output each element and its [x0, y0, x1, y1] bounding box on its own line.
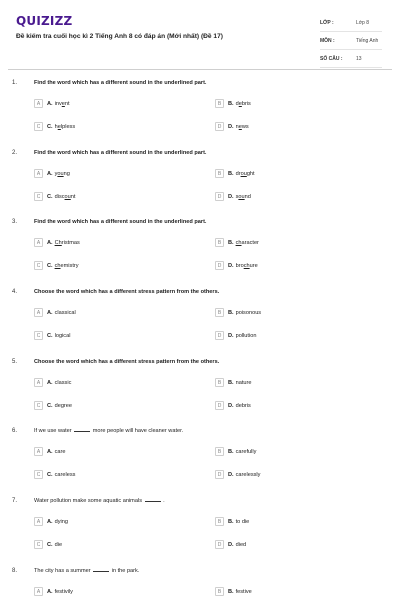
option-letter: C.: [47, 123, 53, 130]
option-text: [55, 171, 70, 177]
option-letter: B.: [228, 518, 234, 525]
option-checkbox[interactable]: C: [34, 331, 43, 340]
option-letter: B.: [228, 100, 234, 107]
option-checkbox[interactable]: D: [215, 261, 224, 270]
option-checkbox[interactable]: B: [215, 587, 224, 596]
option-letter: C.: [47, 541, 53, 548]
question-item: [0, 80, 400, 150]
underlined-part: ch: [235, 239, 242, 246]
answer-option[interactable]: [215, 191, 251, 202]
option-letter: A.: [47, 100, 53, 107]
answer-blank: [74, 431, 90, 432]
answer-option[interactable]: [215, 446, 256, 457]
option-text: [236, 263, 258, 269]
option-letter: C.: [47, 332, 53, 339]
option-letter: B.: [228, 588, 234, 595]
question-prompt: [34, 498, 384, 504]
underlined-part: ou: [238, 193, 245, 200]
question-item: [0, 150, 400, 220]
option-letter: A.: [47, 379, 53, 386]
option-text: [236, 472, 261, 478]
option-text: [236, 124, 249, 130]
prompt-text-after: in the park.: [111, 568, 140, 574]
option-text-part: carelessly: [235, 471, 261, 478]
option-checkbox[interactable]: C: [34, 261, 43, 270]
answer-option[interactable]: [215, 237, 259, 248]
option-text: [55, 194, 76, 200]
option-text-part: dying: [54, 518, 68, 525]
option-checkbox[interactable]: B: [215, 238, 224, 247]
answer-option[interactable]: [215, 539, 246, 550]
question-number: 3.: [12, 219, 18, 225]
option-text: [236, 449, 257, 455]
option-text-part: bris: [241, 100, 251, 107]
meta-label: SỐ CÂU :: [320, 55, 343, 62]
option-text: [55, 403, 72, 409]
question-prompt: [34, 428, 384, 434]
option-checkbox[interactable]: C: [34, 540, 43, 549]
option-text: [55, 101, 70, 107]
answer-option[interactable]: [34, 330, 70, 341]
option-text-part: festivily: [54, 588, 73, 595]
option-text: [55, 310, 76, 316]
answer-option[interactable]: [215, 98, 251, 109]
underlined-part: ou: [240, 170, 247, 177]
option-text-part: nt: [70, 193, 76, 200]
question-prompt: [34, 568, 384, 574]
option-text-part: lpless: [60, 123, 76, 130]
option-checkbox[interactable]: A: [34, 308, 43, 317]
answer-option[interactable]: [215, 260, 258, 271]
option-text-part: emistry: [60, 262, 79, 269]
option-letter: A.: [47, 309, 53, 316]
question-number: 6.: [12, 428, 18, 434]
answer-blank: [145, 501, 161, 502]
prompt-text-before: If we use water: [34, 428, 72, 434]
question-number: 2.: [12, 150, 18, 156]
question-number: 7.: [12, 498, 18, 504]
option-text-part: nt: [64, 100, 70, 107]
question-item: [0, 289, 400, 359]
quizizz-logo: QUIZIZZ: [16, 14, 73, 28]
option-checkbox[interactable]: B: [215, 99, 224, 108]
option-letter: D.: [228, 541, 234, 548]
option-checkbox[interactable]: B: [215, 169, 224, 178]
question-number: 5.: [12, 359, 18, 365]
question-prompt: Find the word which has a different sound in the underlined part.: [34, 150, 207, 156]
answer-option[interactable]: [34, 121, 75, 132]
option-text-part: poisonous: [235, 309, 262, 316]
question-item: [0, 498, 400, 568]
question-item: [0, 359, 400, 429]
option-text: [236, 171, 255, 177]
answer-option[interactable]: [34, 260, 79, 271]
answer-option[interactable]: [34, 237, 80, 248]
option-checkbox[interactable]: B: [215, 517, 224, 526]
option-text: [55, 449, 66, 455]
answer-option[interactable]: [215, 121, 249, 132]
option-text: [236, 380, 252, 386]
option-text-part: pollution: [235, 332, 257, 339]
option-checkbox[interactable]: A: [34, 517, 43, 526]
option-text-part: festive: [235, 588, 252, 595]
option-text: [55, 380, 72, 386]
question-number: 1.: [12, 80, 18, 86]
option-checkbox[interactable]: D: [215, 470, 224, 479]
underlined-part: e: [61, 100, 65, 107]
answer-option[interactable]: [34, 168, 70, 179]
option-text-part: die: [54, 541, 63, 548]
option-text-part: ure: [249, 262, 258, 269]
answer-option[interactable]: [34, 586, 73, 597]
option-text-part: ws: [241, 123, 249, 130]
document-title: Đề kiểm tra cuối học kì 2 Tiếng Anh 8 có đáp án (Mới nhất) (Đề 17): [16, 33, 223, 40]
option-checkbox[interactable]: C: [34, 192, 43, 201]
answer-option[interactable]: [215, 330, 256, 341]
header-divider: [8, 69, 392, 70]
option-text: [236, 589, 252, 595]
option-text: [236, 542, 247, 548]
option-text-part: disc: [54, 193, 65, 200]
meta-value: 13: [356, 55, 362, 62]
option-text-part: logical: [54, 332, 71, 339]
answer-option[interactable]: [215, 400, 251, 411]
answer-option[interactable]: [34, 377, 71, 388]
option-text: [236, 194, 251, 200]
answer-option[interactable]: [34, 469, 75, 480]
answer-option[interactable]: [34, 191, 75, 202]
option-text-part: n: [235, 123, 239, 130]
underlined-part: e: [238, 123, 242, 130]
option-text: [55, 263, 79, 269]
meta-row-grade: [320, 14, 382, 32]
meta-label: LỚP :: [320, 19, 334, 26]
option-letter: D.: [228, 332, 234, 339]
question-prompt: Choose the word which has a different stress pattern from the others.: [34, 359, 220, 365]
option-text-part: died: [235, 541, 247, 548]
answer-option[interactable]: [34, 400, 72, 411]
option-letter: B.: [228, 309, 234, 316]
option-text: [236, 519, 250, 525]
prompt-text-before: The city has a summer: [34, 568, 91, 574]
answer-option[interactable]: [215, 469, 260, 480]
option-checkbox[interactable]: A: [34, 447, 43, 456]
answer-option[interactable]: [215, 168, 255, 179]
meta-value: Lớp 8: [356, 19, 370, 26]
option-text-part: inv: [54, 100, 62, 107]
option-text: [55, 124, 76, 130]
answer-option[interactable]: [34, 446, 65, 457]
option-text-part: aracter: [241, 239, 259, 246]
option-letter: B.: [228, 239, 234, 246]
option-letter: B.: [228, 448, 234, 455]
underlined-part: ou: [57, 170, 64, 177]
option-letter: C.: [47, 193, 53, 200]
option-text-part: h: [54, 123, 58, 130]
option-letter: D.: [228, 123, 234, 130]
option-text-part: care: [54, 448, 66, 455]
answer-option[interactable]: [34, 307, 76, 318]
option-letter: A.: [47, 588, 53, 595]
question-item: [0, 568, 400, 600]
option-text-part: classic: [54, 379, 72, 386]
option-text: [55, 542, 62, 548]
option-checkbox[interactable]: D: [215, 122, 224, 131]
option-text-part: dr: [235, 170, 241, 177]
option-checkbox[interactable]: D: [215, 540, 224, 549]
answer-option[interactable]: [34, 516, 68, 527]
question-prompt: Find the word which has a different sound in the underlined part.: [34, 80, 207, 86]
option-text: [236, 101, 251, 107]
option-letter: C.: [47, 262, 53, 269]
option-checkbox[interactable]: A: [34, 378, 43, 387]
answer-option[interactable]: [215, 586, 252, 597]
option-letter: B.: [228, 170, 234, 177]
option-letter: C.: [47, 402, 53, 409]
option-checkbox[interactable]: B: [215, 308, 224, 317]
option-text-part: ristmas: [61, 239, 80, 246]
option-text: [236, 333, 257, 339]
option-letter: D.: [228, 262, 234, 269]
answer-blank: [93, 571, 109, 572]
option-text: [55, 472, 76, 478]
question-number: 4.: [12, 289, 18, 295]
option-letter: B.: [228, 379, 234, 386]
option-checkbox[interactable]: C: [34, 122, 43, 131]
option-text-part: to die: [235, 518, 250, 525]
prompt-text-before: Water pollution make some aquatic animals: [34, 498, 142, 504]
option-letter: A.: [47, 448, 53, 455]
option-text-part: ght: [246, 170, 255, 177]
option-text-part: d: [235, 100, 239, 107]
question-prompt: Find the word which has a different sound in the underlined part.: [34, 219, 207, 225]
option-text: [55, 240, 80, 246]
option-text: [55, 589, 73, 595]
meta-table: [320, 14, 382, 68]
option-checkbox[interactable]: C: [34, 470, 43, 479]
question-item: [0, 428, 400, 498]
question-item: [0, 219, 400, 289]
prompt-text-after: more people will have cleaner water.: [92, 428, 184, 434]
option-checkbox[interactable]: D: [215, 401, 224, 410]
answer-option[interactable]: [215, 516, 249, 527]
meta-value: Tiếng Anh: [356, 37, 379, 44]
meta-row-count: [320, 50, 382, 68]
option-text: [236, 310, 262, 316]
option-checkbox[interactable]: A: [34, 99, 43, 108]
underlined-part: e: [238, 100, 242, 107]
option-text-part: y: [54, 170, 58, 177]
option-text-part: bro: [235, 262, 244, 269]
option-letter: C.: [47, 471, 53, 478]
option-checkbox[interactable]: A: [34, 169, 43, 178]
option-text-part: carefully: [235, 448, 257, 455]
meta-label: MÔN :: [320, 37, 335, 44]
option-text-part: classical: [54, 309, 76, 316]
option-checkbox[interactable]: A: [34, 587, 43, 596]
answer-option[interactable]: [215, 307, 261, 318]
answer-option[interactable]: [34, 98, 70, 109]
option-letter: D.: [228, 193, 234, 200]
prompt-text-after: .: [163, 498, 165, 504]
option-letter: A.: [47, 239, 53, 246]
option-letter: A.: [47, 170, 53, 177]
option-text: [55, 519, 68, 525]
option-letter: A.: [47, 518, 53, 525]
option-text-part: nature: [235, 379, 252, 386]
question-number: 8.: [12, 568, 18, 574]
underlined-part: ch: [243, 262, 250, 269]
option-checkbox[interactable]: D: [215, 192, 224, 201]
answer-option[interactable]: [34, 539, 62, 550]
option-checkbox[interactable]: D: [215, 331, 224, 340]
option-text-part: ng: [63, 170, 70, 177]
option-text-part: debris: [235, 402, 251, 409]
underlined-part: e: [57, 123, 61, 130]
option-text: [236, 240, 259, 246]
option-text: [55, 333, 71, 339]
option-text-part: careless: [54, 471, 76, 478]
option-text-part: s: [235, 193, 239, 200]
option-text-part: degree: [54, 402, 73, 409]
option-letter: D.: [228, 402, 234, 409]
option-checkbox[interactable]: B: [215, 447, 224, 456]
underlined-part: Ch: [54, 239, 62, 246]
underlined-part: ou: [64, 193, 71, 200]
option-checkbox[interactable]: C: [34, 401, 43, 410]
question-prompt: Choose the word which has a different stress pattern from the others.: [34, 289, 220, 295]
option-text: [236, 403, 251, 409]
worksheet-header: [0, 0, 400, 64]
option-checkbox[interactable]: B: [215, 378, 224, 387]
underlined-part: ch: [54, 262, 61, 269]
option-text-part: nd: [244, 193, 251, 200]
option-checkbox[interactable]: A: [34, 238, 43, 247]
option-letter: D.: [228, 471, 234, 478]
answer-option[interactable]: [215, 377, 251, 388]
meta-row-subject: [320, 32, 382, 50]
